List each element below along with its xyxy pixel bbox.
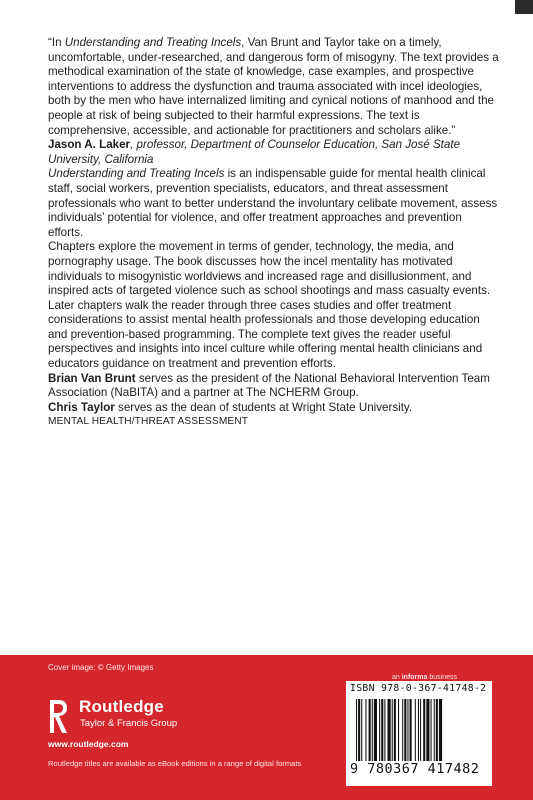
back-cover-text xyxy=(48,36,500,430)
top-margin xyxy=(0,0,533,14)
publisher-name: Routledge xyxy=(79,697,164,716)
barcode-box xyxy=(346,681,492,786)
routledge-logo-icon xyxy=(48,698,70,735)
publisher-group: Taylor & Francis Group xyxy=(80,718,178,729)
publisher-panel xyxy=(0,655,533,800)
book-description: Understanding and Treating Incels is an indispensable guide for mental health clinical staff, social workers, prevention specialists, educators, and threat assessment professionals who want to better understand the involuntary celibate movement, assess individuals’ potential for violence, and offer treatment approaches and prevention efforts. xyxy=(48,167,498,239)
barcode-number: 9 780367 417482 xyxy=(348,761,490,777)
chapters-summary: Chapters explore the movement in terms of gender, technology, the media, and pornography usage. The book discusses how the incel mentality has motivated individuals to misogynistic worldviews and increased rage and disillusionment, and inspired acts of targeted violence such as school shootings and mass casualty events. Later chapters walk the reader through three cases studies and offer treatment considerations to assist mental health professionals and those developing education and prevention-based programming. The complete text gives the reader useful perspectives and insights into incel culture while offering mental health clinicians and educators guidance on treatment and prevention efforts. xyxy=(48,240,491,371)
endorsement-attribution xyxy=(48,138,500,167)
endorsement-quote: “In Understanding and Treating Incels, Van Brunt and Taylor take on a timely, uncomfortable, under-researched, and dangerous form of misogyny. The text provides a methodical examination of the state of knowledge, case examples, and prospective interventions to address the dysfunction and trauma associated with incel ideologies, both by the men who have internalized limiting and cynical notions of manhood and the people at risk of being subjected to their harmful expressions. The text is comprehensive, accessible, and actionable for practitioners and scholars alike.” xyxy=(48,36,499,137)
quote-book-title: Understanding and Treating Incels xyxy=(64,36,242,49)
description-book-title: Understanding and Treating Incels xyxy=(48,167,225,181)
author-bio-2: Chris Taylor serves as the dean of students at Wright State University. xyxy=(48,400,413,414)
author-bio-1: Brian Van Brunt serves as the president of the National Behavioral Intervention Team Association (NaBITA) and a partner at The NCHERM Group. xyxy=(48,371,490,400)
publisher-url[interactable]: www.routledge.com xyxy=(48,739,129,749)
spine-edge xyxy=(515,0,533,14)
ebook-note: Routledge titles are available as eBook editions in a range of digital formats xyxy=(48,759,302,768)
isbn-label: ISBN 978-0-367-41748-2 xyxy=(350,683,487,694)
informa-tagline: an informa business xyxy=(392,674,457,681)
endorser-name: Jason A. Laker xyxy=(48,138,131,152)
author-name: Brian Van Brunt xyxy=(48,371,136,385)
endorser-affiliation: , professor, Department of Counselor Education, San José State University, California xyxy=(48,138,461,166)
author-name: Chris Taylor xyxy=(48,400,115,414)
subject-category: MENTAL HEALTH/THREAT ASSESSMENT xyxy=(48,416,249,428)
cover-image-credit: Cover image: © Getty Images xyxy=(48,663,154,672)
